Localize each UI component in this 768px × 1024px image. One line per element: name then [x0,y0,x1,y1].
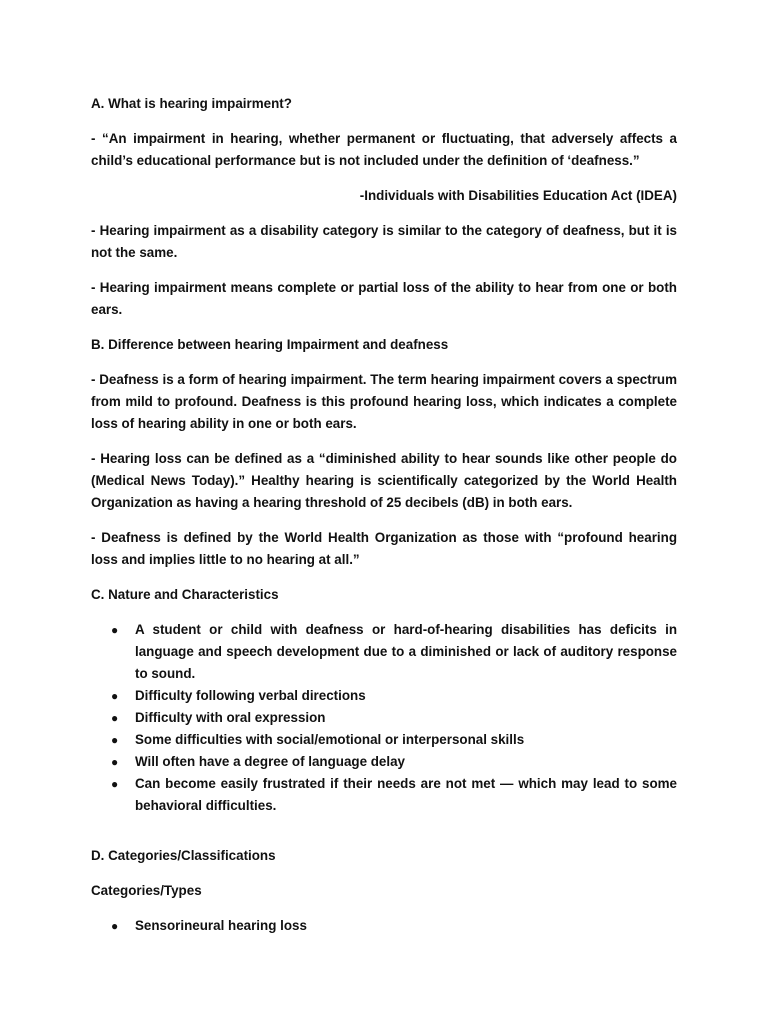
bullet-icon: ● [111,755,119,769]
section-b-paragraph-1: - Deafness is a form of hearing impairment. The term hearing impairment covers a spectrum from mild to profound. Deafness is this profound hearing loss, which indicates a complete loss of hearing ability in one or both ears. [91,372,677,431]
list-item: ● A student or child with deafness or hard-of-hearing disabilities has deficits in language and speech development due to a diminished or lack of auditory response to sound. [135,619,677,685]
section-b-heading: B. Difference between hearing Impairment and deafness [91,337,449,352]
section-a-paragraph-1: - Hearing impairment as a disability category is similar to the category of deafness, but it is not the same. [91,223,677,260]
list-item: ● Can become easily frustrated if their needs are not met — which may lead to some behavioral difficulties. [135,773,677,817]
section-d-subheading: Categories/Types [91,883,202,898]
bullet-icon: ● [111,777,119,791]
spacer [91,817,677,845]
section-b-paragraph-3: - Deafness is defined by the World Health Organization as those with “profound hearing loss and implies little to no hearing at all.” [91,530,677,567]
section-a-heading: A. What is hearing impairment? [91,96,292,111]
list-item: ● Difficulty following verbal directions [135,685,677,707]
list-item: ● Some difficulties with social/emotional or interpersonal skills [135,729,677,751]
section-c-bullet-list [91,619,677,817]
section-a-paragraph-2: - Hearing impairment means complete or partial loss of the ability to hear from one or both ears. [91,280,677,317]
bullet-icon: ● [111,733,119,747]
bullet-icon: ● [111,689,119,703]
section-d-heading: D. Categories/Classifications [91,848,276,863]
list-item: ● Will often have a degree of language delay [135,751,677,773]
section-d-bullet-list [91,915,677,937]
section-c-heading: C. Nature and Characteristics [91,587,279,602]
bullet-icon: ● [111,711,119,725]
list-item: ● Sensorineural hearing loss [135,915,677,937]
list-item: ● Difficulty with oral expression [135,707,677,729]
bullet-icon: ● [111,623,119,637]
bullet-icon: ● [111,919,119,933]
section-a-source: -Individuals with Disabilities Education Act (IDEA) [359,188,677,203]
section-a-quote: - “An impairment in hearing, whether permanent or fluctuating, that adversely affects a child’s educational performance but is not included under the definition of ‘deafness.” [91,131,677,168]
section-b-paragraph-2: - Hearing loss can be defined as a “diminished ability to hear sounds like other people do (Medical News Today).” Healthy hearing is scientifically categorized by the World Health Organization as having a hearing threshold of 25 decibels (dB) in both ears. [91,451,677,510]
